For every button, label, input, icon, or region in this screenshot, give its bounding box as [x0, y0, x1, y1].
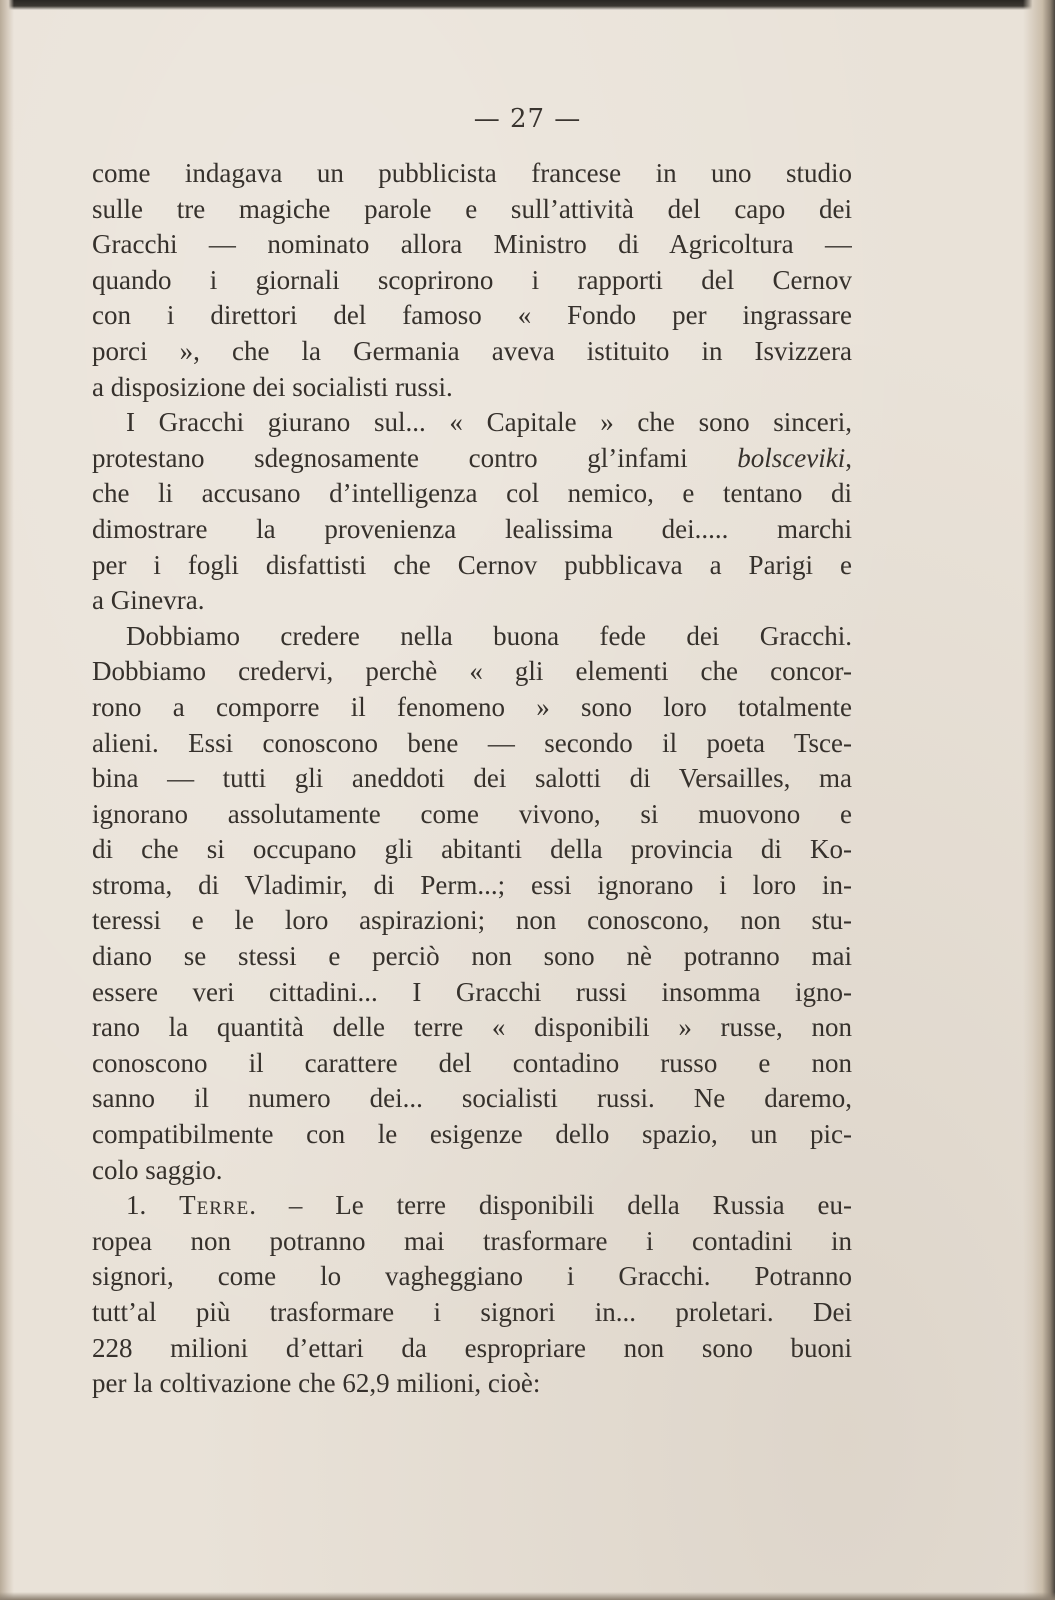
text-line: Gracchi — nominato allora Ministro di Agricoltura — — [92, 229, 852, 260]
text-line: Dobbiamo credere nella buona fede dei Gracchi. — [126, 620, 852, 651]
text-line: protestano sdegnosamente contro gl’infami bolsceviki, — [92, 442, 852, 473]
text-line: a Ginevra. — [92, 585, 205, 616]
text-line: per i fogli disfattisti che Cernov pubblicava a Parigi e — [92, 549, 852, 580]
text-line: alieni. Essi conoscono bene — secondo il poeta Tsce- — [92, 727, 852, 758]
text-line: che li accusano d’intelligenza col nemico, e tentano di — [92, 478, 852, 509]
text-line: conoscono il carattere del contadino russo e non — [92, 1047, 852, 1078]
paragraph-4 — [92, 1188, 852, 1402]
text-line: sulle tre magiche parole e sull’attività del capo dei — [92, 193, 852, 224]
text-line: di che si occupano gli abitanti della provincia di Ko- — [92, 834, 852, 865]
text-line: compatibilmente con le esigenze dello spazio, un pic- — [92, 1119, 852, 1150]
text-line: come indagava un pubblicista francese in uno studio — [92, 158, 852, 188]
paragraph-3 — [92, 619, 852, 1189]
text-line: sanno il numero dei... socialisti russi. Ne daremo, — [92, 1083, 852, 1114]
body-text — [92, 156, 852, 1402]
paragraph-2 — [92, 405, 852, 619]
text-line: dimostrare la provenienza lealissima dei..... marchi — [92, 513, 852, 544]
text-line: rano la quantità delle terre « disponibili » russe, non — [92, 1012, 852, 1043]
text-line: stroma, di Vladimir, di Perm...; essi ignorano i loro in- — [92, 869, 852, 900]
text-line: Dobbiamo credervi, perchè « gli elementi che concor- — [92, 656, 852, 687]
page-top-edge — [0, 0, 1055, 10]
text-line: a disposizione dei socialisti russi. — [92, 371, 453, 402]
text-line: per la coltivazione che 62,9 milioni, cioè: — [92, 1368, 541, 1399]
text-line: signori, come lo vagheggiano i Gracchi. Potranno — [92, 1261, 852, 1292]
text-line: bina — tutti gli aneddoti dei salotti di Versailles, ma — [92, 763, 852, 794]
text-line: diano se stessi e perciò non sono nè potranno mai — [92, 941, 852, 972]
text-line: tutt’al più trasformare i signori in... proletari. Dei — [92, 1297, 852, 1327]
text-line: colo saggio. — [92, 1154, 223, 1185]
page-left-edge — [0, 0, 14, 1600]
text-line: quando i giornali scoprirono i rapporti del Cernov — [92, 264, 852, 295]
italic-term: bolsceviki — [737, 442, 846, 473]
paragraph-1 — [92, 156, 852, 405]
text-line: ropea non potranno mai trasformare i contadini in — [92, 1225, 852, 1256]
page-number: — 27 — — [473, 104, 582, 134]
text-line: porci », che la Germania aveva istituito in Isvizzera — [92, 335, 852, 366]
text-line: I Gracchi giurano sul... « Capitale » che sono sinceri, — [126, 407, 852, 438]
section-heading: Terre — [179, 1190, 250, 1221]
text-line: 1. Terre. – Le terre disponibili della Russia eu- — [126, 1190, 852, 1221]
page-bottom-edge — [0, 1592, 1055, 1600]
text-line: teressi e le loro aspirazioni; non conoscono, non stu- — [92, 905, 852, 936]
text-line: ignorano assolutamente come vivono, si muovono e — [92, 798, 852, 829]
text-line: essere veri cittadini... I Gracchi russi insomma igno- — [92, 976, 852, 1007]
page-right-edge — [1023, 0, 1055, 1600]
text-line: 228 milioni d’ettari da espropriare non sono buoni — [92, 1332, 852, 1363]
text-line: con i direttori del famoso « Fondo per ingrassare — [92, 300, 852, 331]
text-line: rono a comporre il fenomeno » sono loro totalmente — [92, 691, 852, 722]
